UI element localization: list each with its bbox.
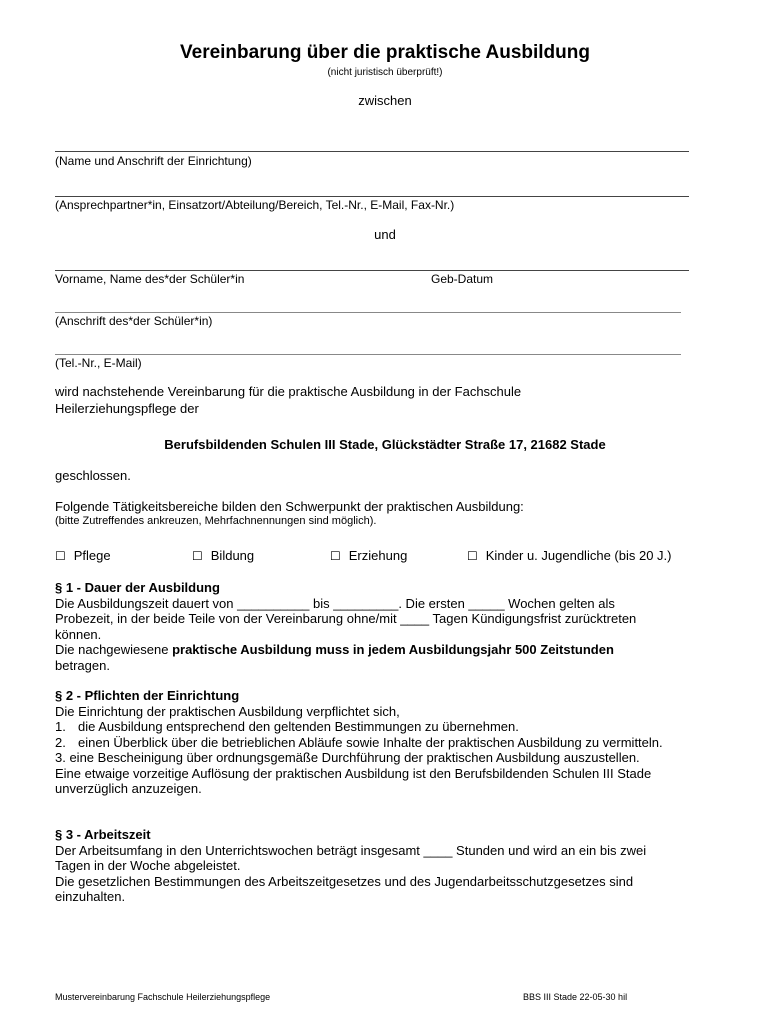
einrichtung-line[interactable]: [55, 151, 689, 152]
item-number: 2.: [55, 734, 66, 750]
section-2-heading: § 2 - Pflichten der Einrichtung: [55, 688, 240, 703]
checkbox-label: Bildung: [210, 548, 255, 563]
checkbox-erziehung[interactable]: [330, 548, 407, 563]
schwerpunkt-hint: (bitte Zutreffendes ankreuzen, Mehrfachnennungen sind möglich).: [55, 515, 377, 527]
checkbox-icon: ☐: [467, 549, 478, 563]
checkbox-label: Erziehung: [348, 548, 408, 563]
section-1-line: Die Ausbildungszeit dauert von __________ bis _________. Die ersten _____ Wochen gelten als: [55, 595, 615, 611]
section-1: [55, 580, 715, 673]
section-1-line: Probezeit, in der beide Teile von der Vereinbarung ohne/mit ____ Tagen Kündigungsfrist zurücktreten: [55, 611, 637, 626]
document-subtitle: (nicht juristisch überprüft!): [327, 67, 443, 78]
section-2: [55, 688, 715, 797]
schwerpunkt-text: Folgende Tätigkeitsbereiche bilden den Schwerpunkt der praktischen Ausbildung:: [55, 499, 524, 514]
section-1-emphasis: praktische Ausbildung muss in jedem Ausbildungsjahr 500 Zeitstunden: [172, 642, 614, 657]
section-1-line: [55, 642, 715, 658]
schueler-name-label: Vorname, Name des*der Schüler*in: [55, 272, 245, 286]
section-1-text: Die nachgewiesene: [55, 642, 173, 657]
section-3: [55, 827, 715, 905]
section-3-line: Die gesetzlichen Bestimmungen des Arbeitszeitgesetzes und des Jugendarbeitsschutzgesetzes sind: [55, 873, 634, 889]
schueler-anschrift-line[interactable]: [55, 312, 681, 313]
schueler-anschrift-label: (Anschrift des*der Schüler*in): [55, 314, 213, 328]
section-1-heading: § 1 - Dauer der Ausbildung: [55, 580, 220, 595]
intro-line-1: wird nachstehende Vereinbarung für die praktische Ausbildung in der Fachschule: [55, 384, 522, 399]
und-text: und: [374, 227, 396, 242]
footer-left: Mustervereinbarung Fachschule Heilerziehungspflege: [55, 992, 271, 1002]
schueler-tel-line[interactable]: [55, 354, 681, 355]
einrichtung-label: (Name und Anschrift der Einrichtung): [55, 154, 252, 168]
item-text: die Ausbildung entsprechend den geltenden Bestimmungen zu übernehmen.: [78, 719, 519, 734]
section-1-line: betragen.: [55, 657, 110, 673]
section-3-heading: § 3 - Arbeitszeit: [55, 827, 151, 842]
section-3-line: Der Arbeitsumfang in den Unterrichtswochen beträgt insgesamt ____ Stunden und wird an ein bis zwei: [55, 842, 647, 858]
section-2-item: [55, 719, 715, 735]
section-3-line: einzuhalten.: [55, 889, 126, 904]
geschlossen-text: geschlossen.: [55, 468, 131, 483]
checkbox-bildung[interactable]: [192, 548, 254, 563]
section-2-line: Die Einrichtung der praktischen Ausbildung verpflichtet sich,: [55, 703, 400, 719]
geb-datum-label: Geb-Datum: [431, 272, 494, 286]
checkbox-icon: ☐: [330, 549, 341, 563]
checkbox-icon: ☐: [55, 549, 66, 563]
schueler-name-line[interactable]: [55, 270, 689, 271]
intro-line-2: Heilerziehungspflege der: [55, 401, 199, 416]
ansprechpartner-label: (Ansprechpartner*in, Einsatzort/Abteilung/Bereich, Tel.-Nr., E-Mail, Fax-Nr.): [55, 198, 455, 212]
checkbox-label: Kinder u. Jugendliche (bis 20 J.): [485, 548, 672, 563]
section-2-line: unverzüglich anzuzeigen.: [55, 781, 202, 796]
section-2-line: 3. eine Bescheinigung über ordnungsgemäße Durchführung der praktischen Ausbildung auszustellen.: [55, 750, 640, 765]
checkbox-label: Pflege: [73, 548, 111, 563]
checkbox-icon: ☐: [192, 549, 203, 563]
section-2-item: [55, 735, 678, 751]
document-title: Vereinbarung über die praktische Ausbildung: [180, 42, 590, 63]
schueler-tel-label: (Tel.-Nr., E-Mail): [55, 356, 142, 370]
item-text: einen Überblick über die betrieblichen Abläufe sowie Inhalte der praktischen Ausbildung zu vermitteln.: [78, 734, 663, 750]
footer-right: BBS III Stade 22-05-30 hil: [523, 992, 628, 1002]
section-3-line: Tagen in der Woche abgeleistet.: [55, 858, 241, 873]
item-number: 1.: [55, 719, 66, 734]
checkbox-kinder-jugendliche[interactable]: [467, 548, 671, 563]
section-2-line: Eine etwaige vorzeitige Auflösung der praktischen Ausbildung ist den Berufsbildenden Schulen III Stade: [55, 765, 652, 781]
ansprechpartner-line[interactable]: [55, 196, 689, 197]
section-1-line: können.: [55, 626, 102, 642]
school-name: Berufsbildenden Schulen III Stade, Glückstädter Straße 17, 21682 Stade: [164, 437, 606, 452]
zwischen-text: zwischen: [358, 93, 412, 108]
checkbox-pflege[interactable]: [55, 548, 111, 563]
